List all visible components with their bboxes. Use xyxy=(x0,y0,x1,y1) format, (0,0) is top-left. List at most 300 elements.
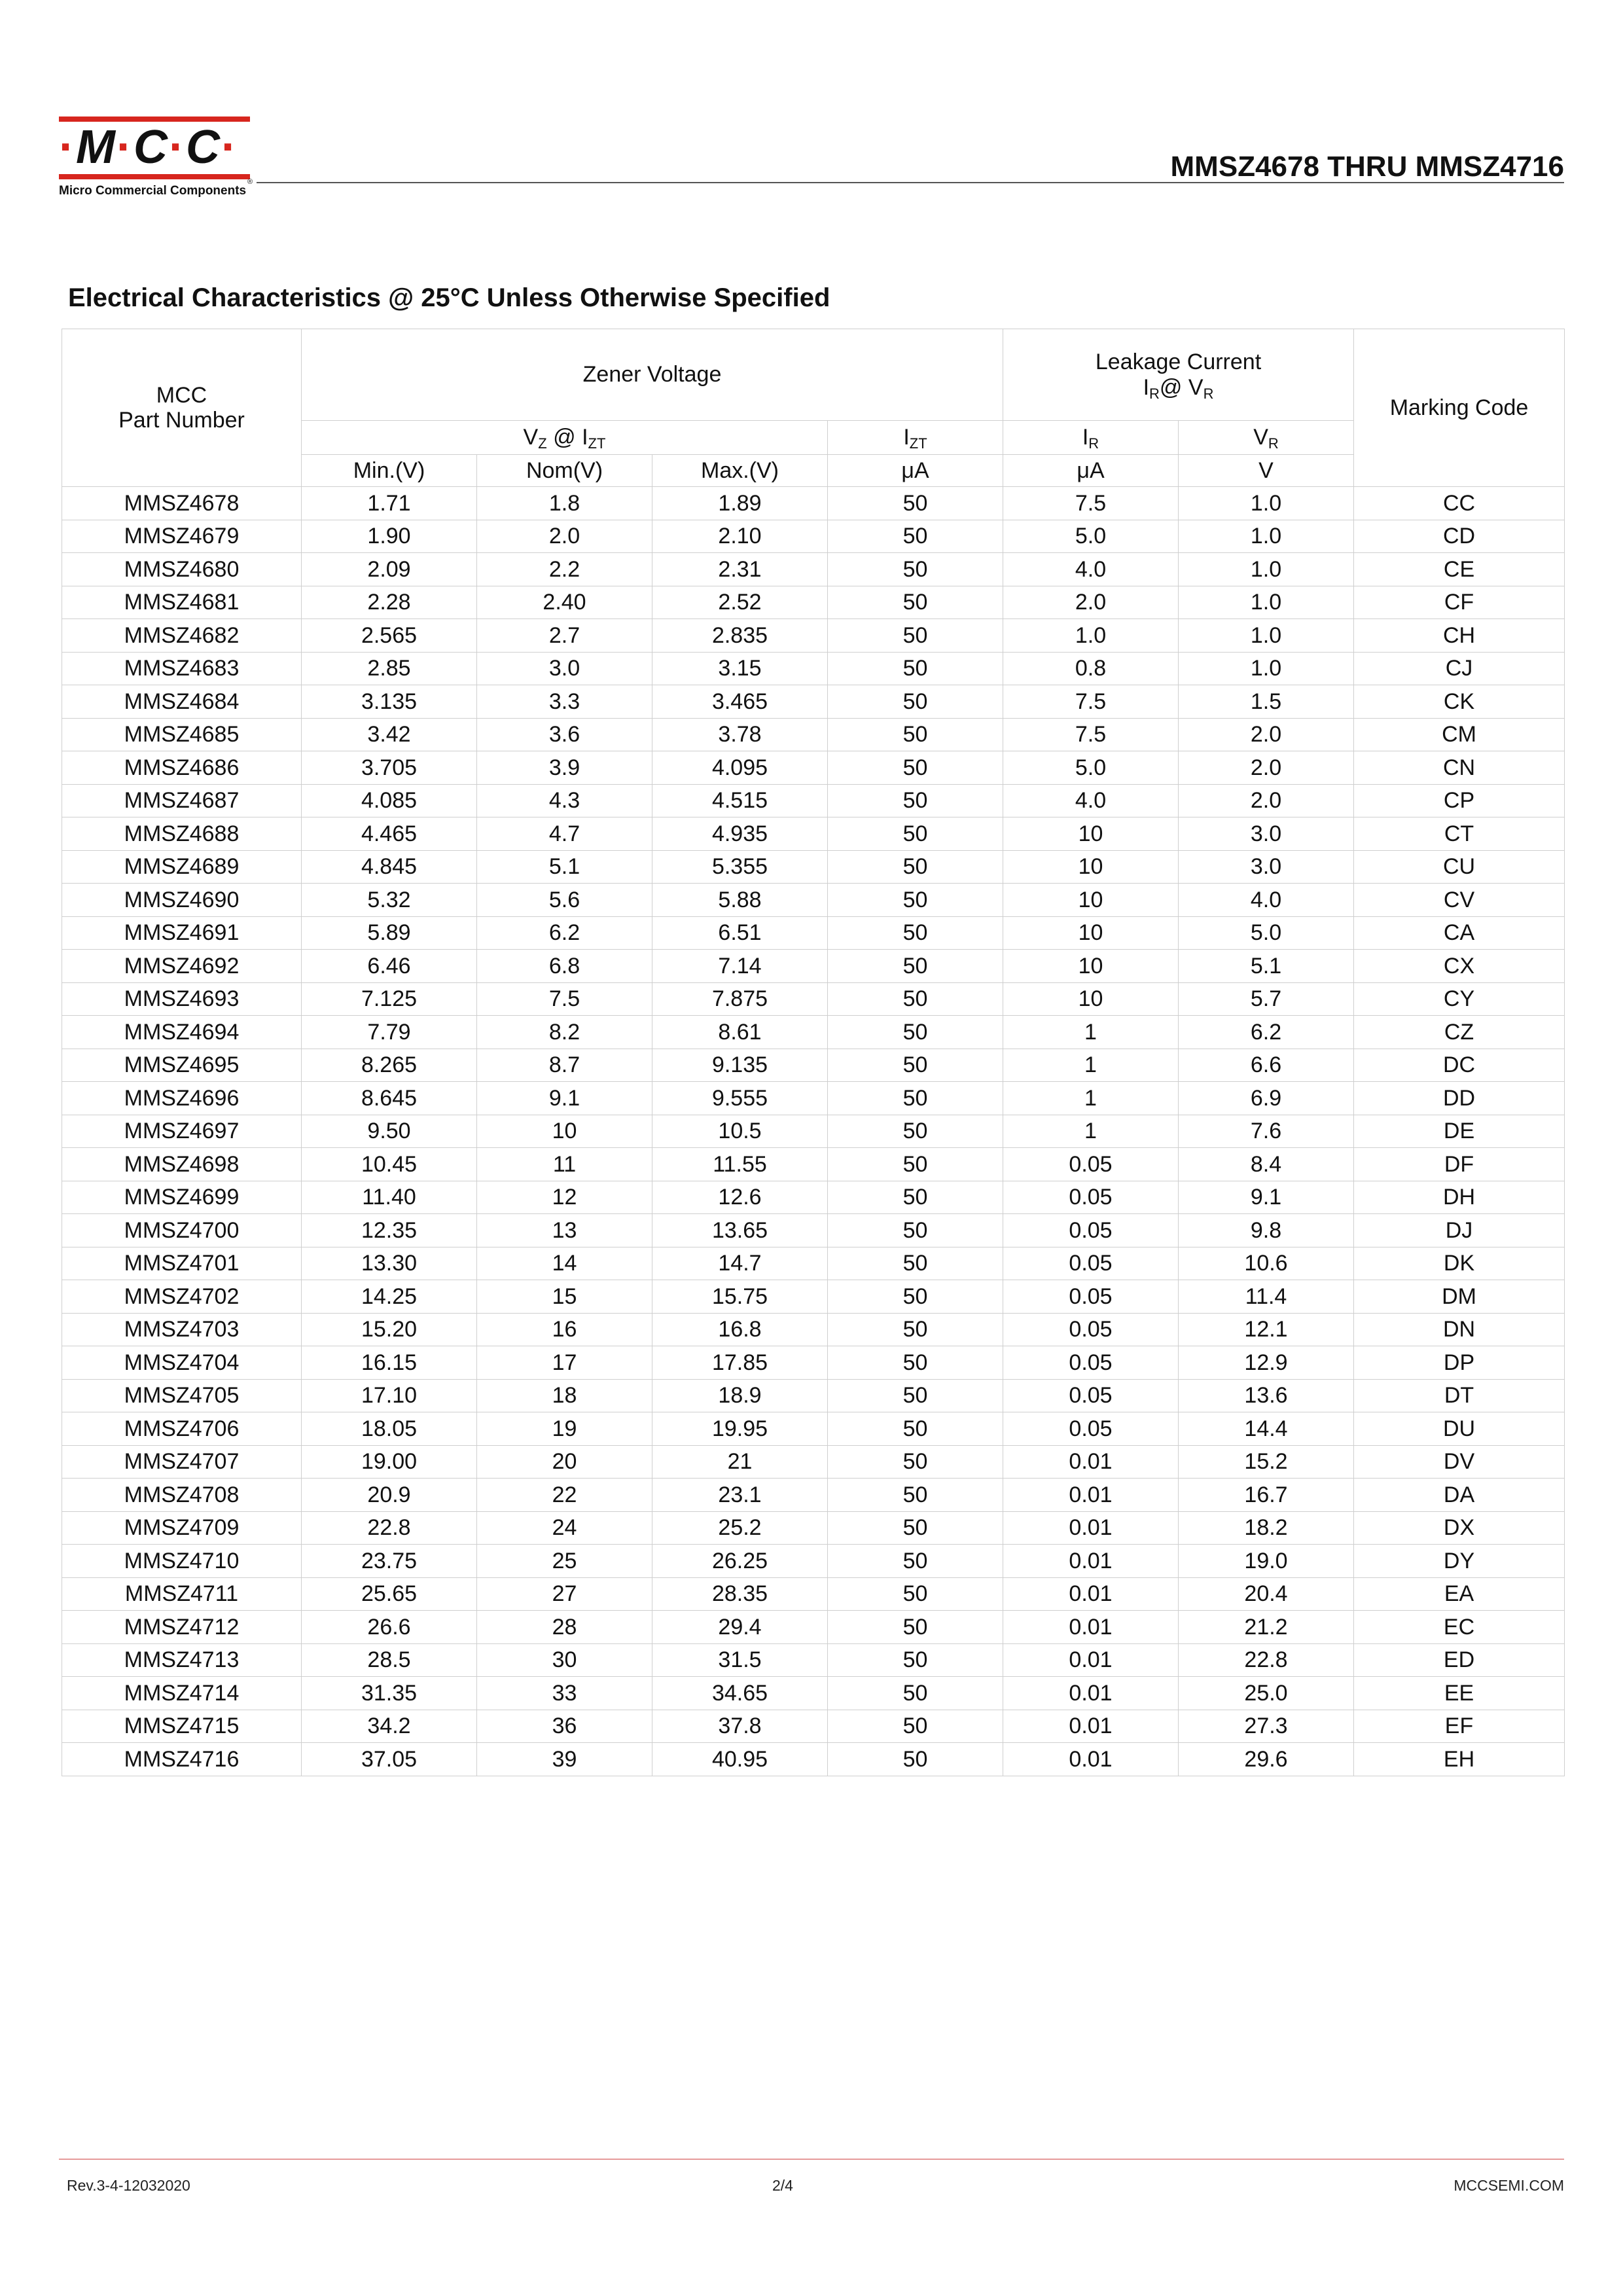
cell-vz-nom: 4.7 xyxy=(477,817,652,851)
cell-part-number: MMSZ4705 xyxy=(62,1379,302,1412)
table-row xyxy=(62,1082,1565,1115)
table-row xyxy=(62,1115,1565,1148)
cell-vz-nom: 2.40 xyxy=(477,586,652,619)
header-unit-ir: μA xyxy=(1003,455,1179,487)
cell-vz-min: 17.10 xyxy=(302,1379,477,1412)
cell-izt: 50 xyxy=(828,718,1003,751)
cell-vz-nom: 22 xyxy=(477,1479,652,1512)
cell-part-number: MMSZ4704 xyxy=(62,1346,302,1380)
cell-marking-code: CM xyxy=(1354,718,1565,751)
table-row xyxy=(62,1577,1565,1611)
cell-izt: 50 xyxy=(828,1049,1003,1082)
cell-vz-max: 9.135 xyxy=(652,1049,828,1082)
cell-vz-nom: 4.3 xyxy=(477,784,652,817)
table-row xyxy=(62,1214,1565,1247)
cell-marking-code: DY xyxy=(1354,1545,1565,1578)
table-body xyxy=(62,487,1565,1776)
cell-izt: 50 xyxy=(828,1643,1003,1677)
cell-vz-min: 7.79 xyxy=(302,1016,477,1049)
cell-vr: 1.5 xyxy=(1179,685,1354,719)
table-row xyxy=(62,619,1565,653)
cell-vz-max: 3.465 xyxy=(652,685,828,719)
cell-vz-nom: 9.1 xyxy=(477,1082,652,1115)
cell-marking-code: CC xyxy=(1354,487,1565,520)
cell-vz-max: 34.65 xyxy=(652,1677,828,1710)
cell-part-number: MMSZ4701 xyxy=(62,1247,302,1280)
table-row xyxy=(62,1148,1565,1181)
footer-website: MCCSEMI.COM xyxy=(1454,2177,1564,2194)
cell-marking-code: CZ xyxy=(1354,1016,1565,1049)
cell-izt: 50 xyxy=(828,950,1003,983)
cell-izt: 50 xyxy=(828,916,1003,950)
cell-izt: 50 xyxy=(828,1379,1003,1412)
cell-marking-code: DC xyxy=(1354,1049,1565,1082)
header-marking-code: Marking Code xyxy=(1354,329,1565,487)
cell-vz-nom: 5.1 xyxy=(477,850,652,884)
cell-vz-nom: 7.5 xyxy=(477,982,652,1016)
cell-ir: 0.01 xyxy=(1003,1643,1179,1677)
cell-vz-max: 3.15 xyxy=(652,652,828,685)
cell-marking-code: CA xyxy=(1354,916,1565,950)
cell-vr: 1.0 xyxy=(1179,586,1354,619)
cell-vz-max: 10.5 xyxy=(652,1115,828,1148)
cell-vz-max: 9.555 xyxy=(652,1082,828,1115)
table-row xyxy=(62,586,1565,619)
cell-ir: 5.0 xyxy=(1003,520,1179,553)
cell-vz-nom: 2.0 xyxy=(477,520,652,553)
cell-vz-min: 3.705 xyxy=(302,751,477,785)
cell-vz-max: 17.85 xyxy=(652,1346,828,1380)
cell-vz-min: 31.35 xyxy=(302,1677,477,1710)
cell-izt: 50 xyxy=(828,1313,1003,1346)
table-row xyxy=(62,1643,1565,1677)
header-max: Max.(V) xyxy=(652,455,828,487)
cell-vz-min: 18.05 xyxy=(302,1412,477,1446)
cell-marking-code: CU xyxy=(1354,850,1565,884)
table-row xyxy=(62,916,1565,950)
cell-vz-max: 23.1 xyxy=(652,1479,828,1512)
table-row xyxy=(62,751,1565,785)
cell-izt: 50 xyxy=(828,1016,1003,1049)
cell-vz-min: 19.00 xyxy=(302,1445,477,1479)
table-row xyxy=(62,1445,1565,1479)
cell-izt: 50 xyxy=(828,1677,1003,1710)
cell-vz-min: 20.9 xyxy=(302,1479,477,1512)
header-leakage-current: Leakage Current $I_R@$ $V_R$ xyxy=(1003,329,1354,421)
cell-marking-code: DM xyxy=(1354,1280,1565,1314)
cell-vz-max: 19.95 xyxy=(652,1412,828,1446)
cell-ir: 0.01 xyxy=(1003,1577,1179,1611)
cell-ir: 10 xyxy=(1003,850,1179,884)
cell-marking-code: EH xyxy=(1354,1743,1565,1776)
cell-izt: 50 xyxy=(828,619,1003,653)
cell-vz-nom: 15 xyxy=(477,1280,652,1314)
cell-marking-code: DA xyxy=(1354,1479,1565,1512)
cell-vr: 18.2 xyxy=(1179,1511,1354,1545)
logo-bottom-bar xyxy=(59,174,250,179)
cell-ir: 7.5 xyxy=(1003,718,1179,751)
cell-marking-code: CD xyxy=(1354,520,1565,553)
cell-part-number: MMSZ4712 xyxy=(62,1611,302,1644)
section-title: Electrical Characteristics @ 25°C Unless Otherwise Specified xyxy=(68,283,830,312)
cell-vz-max: 3.78 xyxy=(652,718,828,751)
cell-izt: 50 xyxy=(828,1479,1003,1512)
cell-ir: 0.05 xyxy=(1003,1214,1179,1247)
cell-vr: 14.4 xyxy=(1179,1412,1354,1446)
cell-part-number: MMSZ4697 xyxy=(62,1115,302,1148)
cell-vz-min: 5.89 xyxy=(302,916,477,950)
cell-vr: 20.4 xyxy=(1179,1577,1354,1611)
cell-part-number: MMSZ4683 xyxy=(62,652,302,685)
cell-ir: 0.05 xyxy=(1003,1379,1179,1412)
cell-part-number: MMSZ4706 xyxy=(62,1412,302,1446)
cell-izt: 50 xyxy=(828,1611,1003,1644)
table-row xyxy=(62,1710,1565,1743)
cell-ir: 4.0 xyxy=(1003,553,1179,586)
cell-vz-max: 15.75 xyxy=(652,1280,828,1314)
cell-vr: 25.0 xyxy=(1179,1677,1354,1710)
cell-ir: 0.01 xyxy=(1003,1677,1179,1710)
header-unit-vr: V xyxy=(1179,455,1354,487)
cell-part-number: MMSZ4695 xyxy=(62,1049,302,1082)
cell-marking-code: DV xyxy=(1354,1445,1565,1479)
cell-ir: 0.05 xyxy=(1003,1313,1179,1346)
cell-vz-nom: 39 xyxy=(477,1743,652,1776)
cell-vz-min: 26.6 xyxy=(302,1611,477,1644)
cell-ir: 10 xyxy=(1003,817,1179,851)
table-row xyxy=(62,1280,1565,1314)
cell-marking-code: CT xyxy=(1354,817,1565,851)
cell-ir: 10 xyxy=(1003,982,1179,1016)
cell-vz-nom: 33 xyxy=(477,1677,652,1710)
cell-vz-min: 8.265 xyxy=(302,1049,477,1082)
cell-vr: 11.4 xyxy=(1179,1280,1354,1314)
cell-part-number: MMSZ4694 xyxy=(62,1016,302,1049)
cell-vz-max: 4.935 xyxy=(652,817,828,851)
cell-ir: 0.01 xyxy=(1003,1511,1179,1545)
cell-vz-min: 23.75 xyxy=(302,1545,477,1578)
cell-part-number: MMSZ4700 xyxy=(62,1214,302,1247)
table-row xyxy=(62,982,1565,1016)
cell-vz-max: 40.95 xyxy=(652,1743,828,1776)
cell-vz-nom: 20 xyxy=(477,1445,652,1479)
cell-vz-min: 28.5 xyxy=(302,1643,477,1677)
cell-vz-min: 4.845 xyxy=(302,850,477,884)
cell-part-number: MMSZ4699 xyxy=(62,1181,302,1214)
cell-vr: 12.9 xyxy=(1179,1346,1354,1380)
cell-vz-nom: 8.7 xyxy=(477,1049,652,1082)
cell-vr: 9.1 xyxy=(1179,1181,1354,1214)
cell-part-number: MMSZ4680 xyxy=(62,553,302,586)
cell-ir: 10 xyxy=(1003,916,1179,950)
table-row xyxy=(62,950,1565,983)
cell-vz-min: 1.90 xyxy=(302,520,477,553)
document-title: MMSZ4678 THRU MMSZ4716 xyxy=(1170,151,1564,183)
cell-ir: 0.01 xyxy=(1003,1611,1179,1644)
table-row xyxy=(62,850,1565,884)
cell-part-number: MMSZ4688 xyxy=(62,817,302,851)
cell-izt: 50 xyxy=(828,1710,1003,1743)
electrical-characteristics-table xyxy=(62,329,1565,1776)
cell-vz-min: 34.2 xyxy=(302,1710,477,1743)
cell-vz-nom: 2.7 xyxy=(477,619,652,653)
cell-vz-max: 11.55 xyxy=(652,1148,828,1181)
cell-part-number: MMSZ4685 xyxy=(62,718,302,751)
cell-vz-min: 2.565 xyxy=(302,619,477,653)
cell-vz-min: 1.71 xyxy=(302,487,477,520)
cell-vz-nom: 30 xyxy=(477,1643,652,1677)
cell-ir: 1.0 xyxy=(1003,619,1179,653)
cell-marking-code: DK xyxy=(1354,1247,1565,1280)
cell-marking-code: CJ xyxy=(1354,652,1565,685)
cell-vz-nom: 36 xyxy=(477,1710,652,1743)
cell-vz-min: 15.20 xyxy=(302,1313,477,1346)
cell-vz-max: 4.095 xyxy=(652,751,828,785)
cell-ir: 1 xyxy=(1003,1082,1179,1115)
header-unit-izt: μA xyxy=(828,455,1003,487)
cell-part-number: MMSZ4709 xyxy=(62,1511,302,1545)
cell-ir: 1 xyxy=(1003,1115,1179,1148)
cell-vr: 15.2 xyxy=(1179,1445,1354,1479)
cell-part-number: MMSZ4707 xyxy=(62,1445,302,1479)
cell-vz-nom: 19 xyxy=(477,1412,652,1446)
cell-ir: 1 xyxy=(1003,1016,1179,1049)
cell-izt: 50 xyxy=(828,685,1003,719)
cell-part-number: MMSZ4710 xyxy=(62,1545,302,1578)
cell-ir: 2.0 xyxy=(1003,586,1179,619)
cell-vr: 21.2 xyxy=(1179,1611,1354,1644)
cell-vz-max: 37.8 xyxy=(652,1710,828,1743)
cell-vr: 3.0 xyxy=(1179,850,1354,884)
header-min: Min.(V) xyxy=(302,455,477,487)
cell-vr: 12.1 xyxy=(1179,1313,1354,1346)
table-row xyxy=(62,1016,1565,1049)
cell-vz-nom: 18 xyxy=(477,1379,652,1412)
header-vr: $V_R$ xyxy=(1179,421,1354,455)
cell-vz-nom: 6.8 xyxy=(477,950,652,983)
cell-vz-nom: 2.2 xyxy=(477,553,652,586)
cell-part-number: MMSZ4678 xyxy=(62,487,302,520)
footer-rule xyxy=(59,2159,1564,2160)
cell-vr: 1.0 xyxy=(1179,652,1354,685)
cell-part-number: MMSZ4702 xyxy=(62,1280,302,1314)
cell-vz-nom: 17 xyxy=(477,1346,652,1380)
cell-vr: 7.6 xyxy=(1179,1115,1354,1148)
cell-marking-code: CV xyxy=(1354,884,1565,917)
cell-ir: 0.01 xyxy=(1003,1710,1179,1743)
cell-marking-code: DT xyxy=(1354,1379,1565,1412)
cell-vz-min: 4.465 xyxy=(302,817,477,851)
cell-vz-max: 25.2 xyxy=(652,1511,828,1545)
cell-marking-code: DH xyxy=(1354,1181,1565,1214)
cell-izt: 50 xyxy=(828,850,1003,884)
cell-vz-min: 10.45 xyxy=(302,1148,477,1181)
cell-vr: 22.8 xyxy=(1179,1643,1354,1677)
cell-part-number: MMSZ4689 xyxy=(62,850,302,884)
cell-vr: 5.1 xyxy=(1179,950,1354,983)
cell-vz-min: 25.65 xyxy=(302,1577,477,1611)
cell-vz-nom: 6.2 xyxy=(477,916,652,950)
cell-vr: 5.7 xyxy=(1179,982,1354,1016)
cell-izt: 50 xyxy=(828,1545,1003,1578)
cell-vz-nom: 14 xyxy=(477,1247,652,1280)
cell-vz-max: 2.835 xyxy=(652,619,828,653)
cell-marking-code: DE xyxy=(1354,1115,1565,1148)
cell-izt: 50 xyxy=(828,1148,1003,1181)
cell-vz-min: 13.30 xyxy=(302,1247,477,1280)
cell-izt: 50 xyxy=(828,1280,1003,1314)
cell-vr: 4.0 xyxy=(1179,884,1354,917)
cell-marking-code: CN xyxy=(1354,751,1565,785)
cell-vr: 2.0 xyxy=(1179,784,1354,817)
cell-vr: 13.6 xyxy=(1179,1379,1354,1412)
cell-vz-max: 8.61 xyxy=(652,1016,828,1049)
cell-vz-max: 29.4 xyxy=(652,1611,828,1644)
cell-part-number: MMSZ4713 xyxy=(62,1643,302,1677)
cell-ir: 0.01 xyxy=(1003,1545,1179,1578)
cell-vr: 1.0 xyxy=(1179,553,1354,586)
cell-vz-min: 12.35 xyxy=(302,1214,477,1247)
cell-vz-min: 3.42 xyxy=(302,718,477,751)
table-row xyxy=(62,1049,1565,1082)
cell-vz-nom: 5.6 xyxy=(477,884,652,917)
cell-izt: 50 xyxy=(828,982,1003,1016)
cell-vr: 1.0 xyxy=(1179,619,1354,653)
cell-izt: 50 xyxy=(828,1181,1003,1214)
header-nom: Nom(V) xyxy=(477,455,652,487)
cell-izt: 50 xyxy=(828,884,1003,917)
cell-vz-max: 5.88 xyxy=(652,884,828,917)
table-row xyxy=(62,817,1565,851)
cell-marking-code: CH xyxy=(1354,619,1565,653)
mcc-logo xyxy=(59,117,255,202)
cell-vz-max: 1.89 xyxy=(652,487,828,520)
table-row xyxy=(62,1181,1565,1214)
cell-vr: 29.6 xyxy=(1179,1743,1354,1776)
cell-vr: 27.3 xyxy=(1179,1710,1354,1743)
cell-vz-max: 2.52 xyxy=(652,586,828,619)
cell-marking-code: ED xyxy=(1354,1643,1565,1677)
cell-part-number: MMSZ4687 xyxy=(62,784,302,817)
table-row xyxy=(62,487,1565,520)
cell-vr: 2.0 xyxy=(1179,751,1354,785)
cell-vz-nom: 11 xyxy=(477,1148,652,1181)
cell-ir: 0.05 xyxy=(1003,1148,1179,1181)
cell-ir: 0.8 xyxy=(1003,652,1179,685)
table-row xyxy=(62,1379,1565,1412)
cell-vz-max: 13.65 xyxy=(652,1214,828,1247)
cell-vr: 1.0 xyxy=(1179,487,1354,520)
cell-vz-min: 9.50 xyxy=(302,1115,477,1148)
cell-part-number: MMSZ4716 xyxy=(62,1743,302,1776)
cell-vz-min: 2.85 xyxy=(302,652,477,685)
cell-marking-code: CX xyxy=(1354,950,1565,983)
footer-revision: Rev.3-4-12032020 xyxy=(67,2177,190,2194)
cell-ir: 0.01 xyxy=(1003,1743,1179,1776)
cell-vz-max: 7.875 xyxy=(652,982,828,1016)
cell-ir: 0.05 xyxy=(1003,1181,1179,1214)
cell-part-number: MMSZ4693 xyxy=(62,982,302,1016)
cell-izt: 50 xyxy=(828,1346,1003,1380)
cell-vz-max: 21 xyxy=(652,1445,828,1479)
table-row xyxy=(62,685,1565,719)
cell-vr: 10.6 xyxy=(1179,1247,1354,1280)
cell-vz-max: 2.31 xyxy=(652,553,828,586)
table-row xyxy=(62,1479,1565,1512)
cell-marking-code: CF xyxy=(1354,586,1565,619)
cell-vz-min: 11.40 xyxy=(302,1181,477,1214)
cell-ir: 1 xyxy=(1003,1049,1179,1082)
cell-vr: 16.7 xyxy=(1179,1479,1354,1512)
cell-marking-code: DD xyxy=(1354,1082,1565,1115)
cell-vz-min: 5.32 xyxy=(302,884,477,917)
header-ir: $I_R$ xyxy=(1003,421,1179,455)
cell-marking-code: EF xyxy=(1354,1710,1565,1743)
cell-vz-nom: 28 xyxy=(477,1611,652,1644)
cell-part-number: MMSZ4708 xyxy=(62,1479,302,1512)
cell-ir: 0.05 xyxy=(1003,1346,1179,1380)
cell-vr: 9.8 xyxy=(1179,1214,1354,1247)
cell-vz-max: 14.7 xyxy=(652,1247,828,1280)
cell-part-number: MMSZ4691 xyxy=(62,916,302,950)
table-row xyxy=(62,784,1565,817)
header-izt: $I_{ZT}$ xyxy=(828,421,1003,455)
cell-izt: 50 xyxy=(828,520,1003,553)
cell-marking-code: EE xyxy=(1354,1677,1565,1710)
cell-ir: 5.0 xyxy=(1003,751,1179,785)
header-zener-voltage: Zener Voltage xyxy=(302,329,1003,421)
cell-vz-min: 16.15 xyxy=(302,1346,477,1380)
cell-vr: 19.0 xyxy=(1179,1545,1354,1578)
cell-vr: 6.9 xyxy=(1179,1082,1354,1115)
cell-vz-nom: 25 xyxy=(477,1545,652,1578)
cell-vz-max: 7.14 xyxy=(652,950,828,983)
table-row xyxy=(62,1677,1565,1710)
cell-vz-nom: 3.3 xyxy=(477,685,652,719)
logo-mark: ·M·C·C· xyxy=(59,121,238,173)
cell-marking-code: CP xyxy=(1354,784,1565,817)
cell-izt: 50 xyxy=(828,553,1003,586)
cell-ir: 0.01 xyxy=(1003,1479,1179,1512)
cell-part-number: MMSZ4692 xyxy=(62,950,302,983)
cell-marking-code: DU xyxy=(1354,1412,1565,1446)
table-row xyxy=(62,718,1565,751)
cell-vz-max: 5.355 xyxy=(652,850,828,884)
cell-izt: 50 xyxy=(828,1743,1003,1776)
cell-izt: 50 xyxy=(828,1412,1003,1446)
table-row xyxy=(62,1611,1565,1644)
table-row xyxy=(62,520,1565,553)
cell-part-number: MMSZ4679 xyxy=(62,520,302,553)
footer-page-number: 2/4 xyxy=(772,2177,793,2194)
cell-part-number: MMSZ4686 xyxy=(62,751,302,785)
cell-part-number: MMSZ4711 xyxy=(62,1577,302,1611)
cell-marking-code: DP xyxy=(1354,1346,1565,1380)
cell-vz-min: 4.085 xyxy=(302,784,477,817)
cell-marking-code: CY xyxy=(1354,982,1565,1016)
cell-part-number: MMSZ4715 xyxy=(62,1710,302,1743)
cell-vz-max: 31.5 xyxy=(652,1643,828,1677)
cell-vz-nom: 3.0 xyxy=(477,652,652,685)
cell-izt: 50 xyxy=(828,1082,1003,1115)
cell-izt: 50 xyxy=(828,817,1003,851)
cell-ir: 10 xyxy=(1003,884,1179,917)
cell-izt: 50 xyxy=(828,1445,1003,1479)
cell-ir: 4.0 xyxy=(1003,784,1179,817)
header-vz-at-izt: $V_Z$ @ $I_{ZT}$ xyxy=(302,421,828,455)
cell-izt: 50 xyxy=(828,652,1003,685)
cell-marking-code: CK xyxy=(1354,685,1565,719)
